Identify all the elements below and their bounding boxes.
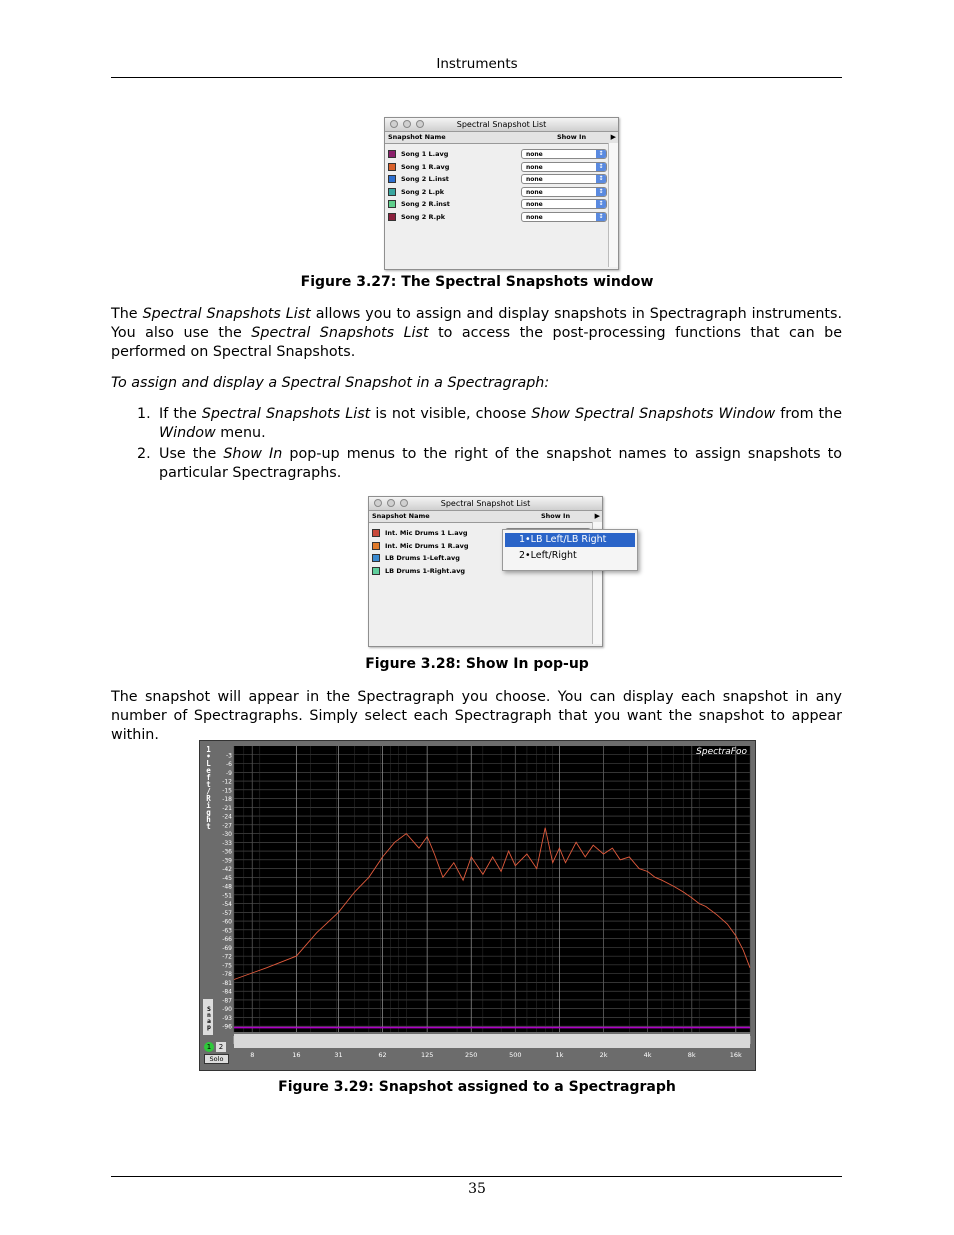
show-in-value: none [526, 214, 543, 221]
show-in-value: none [526, 188, 543, 196]
y-tick-label: -93 [222, 1014, 232, 1022]
minimize-icon[interactable] [403, 120, 411, 128]
column-snapshot-name[interactable]: Snapshot Name [388, 133, 446, 141]
y-tick-label: -51 [222, 892, 232, 900]
column-show-in[interactable]: Show In [557, 133, 587, 141]
x-tick-label: 31 [334, 1051, 343, 1059]
y-tick-label: -33 [222, 839, 232, 847]
channel-label: 1•Left/Right [204, 745, 213, 829]
y-tick-label: -21 [222, 804, 232, 812]
step-1: 1. If the Spectral Snapshots List is not visible, choose Show Spectral Snapshots Window from the Window menu. [137, 406, 843, 441]
step-2: 2. Use the Show In pop-up menus to the right of the snapshot names to assign snapshots to particular Spectragraphs. [137, 446, 842, 481]
show-in-value: none [526, 151, 543, 158]
color-swatch[interactable] [372, 554, 380, 562]
y-tick-label: -45 [222, 874, 232, 882]
snapshot-list-window [384, 117, 619, 270]
y-tick-label: -66 [222, 936, 232, 944]
snapshot-name: LB Drums 1-Right.avg [385, 566, 466, 575]
x-tick-label: 8 [250, 1051, 255, 1059]
spectragraph [199, 740, 756, 1071]
snapshot-name: Song 2 L.pk [401, 187, 445, 196]
y-tick-label: -63 [222, 927, 232, 935]
snapshot-name: Song 1 R.avg [401, 162, 450, 171]
color-swatch[interactable] [388, 188, 396, 196]
y-tick-label: -87 [222, 997, 232, 1005]
y-tick-label: -48 [222, 883, 232, 891]
show-in-popup[interactable] [521, 174, 607, 184]
zoom-icon[interactable] [416, 120, 424, 128]
snapshot-name: Int. Mic Drums 1 L.avg [385, 529, 468, 537]
snapshot-name: Int. Mic Drums 1 R.avg [385, 541, 469, 550]
snapshot-name: Song 2 R.pk [401, 213, 446, 221]
color-swatch[interactable] [388, 150, 396, 158]
x-tick-label: 62 [378, 1051, 387, 1059]
y-tick-label: -72 [222, 953, 232, 961]
zoom-icon[interactable] [400, 499, 408, 507]
show-in-popup[interactable] [521, 212, 607, 222]
x-tick-label: 125 [420, 1051, 434, 1059]
y-tick-label: -6 [226, 761, 232, 769]
y-tick-label: -24 [222, 813, 232, 821]
color-swatch[interactable] [388, 200, 396, 208]
scrollbar[interactable] [608, 143, 618, 267]
snapshot-name: Song 2 L.inst [401, 175, 449, 184]
header-rule [111, 77, 842, 78]
x-tick-label: 250 [465, 1051, 478, 1059]
x-tick-label: 16k [729, 1051, 742, 1059]
x-tick-label: 16 [292, 1051, 301, 1059]
figure-caption: Figure 3.27: The Spectral Snapshots window [300, 274, 654, 290]
paragraph-snapshot-appear: The snapshot will appear in the Spectragraph you choose. You can display each snapshot in any number of Spectragraphs. Simply select each Spectragraph that you want the snapshot to appear within. [111, 689, 842, 743]
y-tick-label: -39 [222, 857, 232, 865]
figure-caption: Figure 3.29: Snapshot assigned to a Spectragraph [278, 1079, 676, 1095]
show-in-popup-menu [502, 529, 638, 571]
color-swatch[interactable] [372, 529, 380, 537]
procedure-title: To assign and display a Spectral Snapshot in a Spectragraph: [111, 375, 550, 391]
popup-arrows-icon: ↕ [596, 150, 606, 158]
y-tick-label: -15 [222, 787, 232, 795]
close-icon[interactable] [374, 499, 382, 507]
y-tick-label: -57 [222, 909, 232, 917]
column-snapshot-name[interactable]: Snapshot Name [372, 512, 430, 520]
column-header [385, 132, 618, 144]
running-header: Instruments [436, 56, 518, 72]
popup-arrows-icon: ↕ [596, 188, 606, 196]
column-show-in[interactable]: Show In [541, 512, 571, 520]
popup-arrows-icon: ↕ [596, 175, 606, 183]
snapshot-row[interactable] [388, 173, 608, 185]
snapshot-list-window-popup [368, 496, 603, 647]
color-swatch[interactable] [388, 175, 396, 183]
y-tick-label: -78 [222, 971, 232, 979]
snapshot-row[interactable] [388, 148, 608, 160]
column-header [369, 511, 602, 523]
close-icon[interactable] [390, 120, 398, 128]
color-swatch[interactable] [372, 542, 380, 550]
disclosure-arrow-icon[interactable]: ▶ [610, 133, 616, 141]
y-tick-label: -30 [222, 831, 232, 839]
y-tick-label: -60 [222, 918, 232, 926]
paragraph-intro: The Spectral Snapshots List allows you to assign and display snapshots in Spectragraph instruments. You also use the Spectral Snapshots List to access the post-processing functions that can be performed on Spectral Snapshots. [111, 306, 843, 360]
y-tick-label: -96 [222, 1023, 232, 1031]
popup-arrows-icon: ↕ [596, 200, 606, 208]
plot-background [234, 746, 750, 1032]
solo-button[interactable]: Solo [204, 1054, 229, 1064]
y-tick-label: -69 [222, 944, 232, 952]
y-tick-label: -42 [222, 866, 232, 874]
window-title: Spectral Snapshot List [456, 120, 547, 129]
x-tick-label: 1k [555, 1051, 564, 1059]
y-tick-label: -3 [226, 752, 232, 760]
snapshot-row[interactable] [388, 186, 608, 198]
show-in-value: none [526, 163, 543, 171]
y-tick-label: -12 [222, 778, 232, 786]
snapshot-row[interactable] [388, 211, 608, 223]
popup-arrows-icon: ↕ [596, 163, 606, 171]
y-tick-label: -90 [222, 1006, 232, 1014]
snapshot-rows [385, 144, 618, 268]
window-titlebar[interactable] [385, 118, 618, 132]
y-tick-label: -18 [222, 796, 232, 804]
x-axis-strip [234, 1034, 750, 1048]
y-tick-label: -84 [222, 988, 232, 996]
x-tick-label: 2k [599, 1051, 608, 1059]
show-in-popup[interactable] [521, 187, 607, 197]
color-swatch[interactable] [372, 567, 380, 575]
disclosure-arrow-icon[interactable]: ▶ [594, 512, 600, 520]
color-swatch[interactable] [388, 163, 396, 171]
snap-button[interactable]: Snap [203, 999, 213, 1035]
snapshot-name: LB Drums 1-Left.avg [385, 554, 460, 563]
menu-item-lb-left-right[interactable]: 1•LB Left/LB Right [505, 533, 635, 547]
channel-toggle-1[interactable]: 1 [204, 1042, 214, 1052]
y-tick-label: -9 [226, 769, 232, 777]
page-number: 35 [468, 1181, 486, 1197]
channel-toggle-2[interactable]: 2 [216, 1042, 226, 1052]
y-tick-label: -54 [222, 901, 232, 909]
window-title: Spectral Snapshot List [440, 499, 531, 508]
footer-rule [111, 1176, 842, 1177]
color-swatch[interactable] [388, 213, 396, 221]
show-in-popup[interactable] [521, 149, 607, 159]
snapshot-row[interactable] [388, 198, 608, 210]
show-in-popup[interactable] [521, 199, 607, 209]
y-tick-label: -75 [222, 962, 232, 970]
menu-item-left-right[interactable]: 2•Left/Right [519, 550, 577, 561]
x-tick-label: 4k [643, 1051, 652, 1059]
y-tick-label: -27 [222, 822, 232, 830]
show-in-value: none [526, 176, 543, 184]
y-tick-label: -36 [222, 848, 232, 856]
show-in-popup[interactable] [521, 162, 607, 172]
snapshot-name: Song 1 L.avg [401, 150, 449, 158]
y-tick-label: -81 [222, 979, 232, 987]
snapshot-name: Song 2 R.inst [401, 200, 450, 209]
minimize-icon[interactable] [387, 499, 395, 507]
figure-caption: Figure 3.28: Show In pop-up [365, 656, 589, 672]
show-in-value: none [526, 201, 543, 209]
spectrum-chart [200, 741, 755, 1070]
window-titlebar[interactable] [369, 497, 602, 511]
x-tick-label: 500 [509, 1051, 522, 1059]
popup-arrows-icon: ↕ [596, 213, 606, 221]
x-tick-label: 8k [687, 1051, 696, 1059]
brand-logo: SpectraFoo [696, 747, 747, 757]
snapshot-row[interactable] [388, 161, 608, 173]
